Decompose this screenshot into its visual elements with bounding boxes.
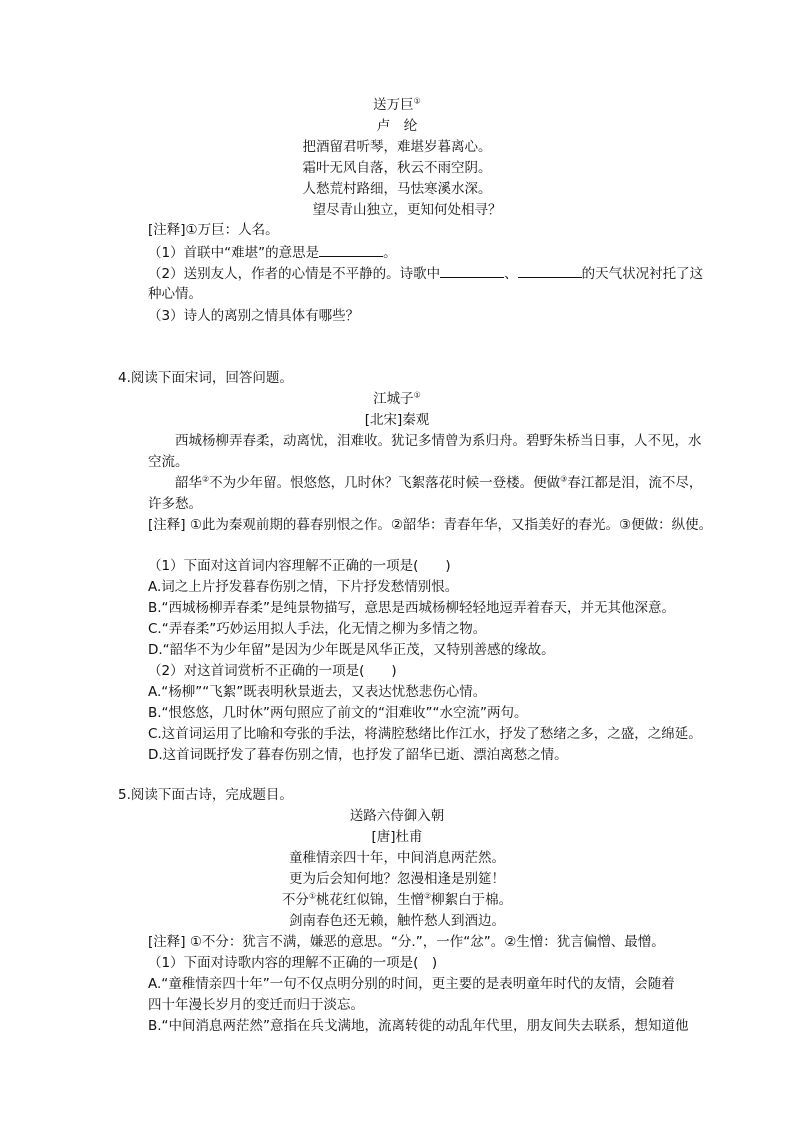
poem1-line: 人愁荒村路细，马怯寒溪水深。 (302, 181, 492, 197)
answer-blank[interactable] (440, 263, 504, 278)
q5-poem-line: 童稚情亲四十年，中间消息两茫然。 (289, 850, 505, 866)
q4-q1-option-b[interactable]: B.“西城杨柳弄春柔”是纯景物描写，意思是西城杨柳轻轻地逗弄着春天，并无其他深意。 (148, 600, 676, 616)
poem1-line: 霜叶无风自落，秋云不雨空阴。 (302, 160, 492, 176)
q4-title: 江城子① (373, 390, 421, 407)
q4-note: [注释] ①此为秦观前期的暮春别恨之作。②韶华：青春年华，又指美好的春光。③便做：纵使。 (148, 517, 713, 533)
poem1-note: [注释]①万巨：人名。 (148, 222, 279, 238)
q4-verse-line: 韶华②不为少年留。恨悠悠，几时休？飞絮落花时候一登楼。便做③春江都是泪，流不尽， (175, 474, 703, 491)
q4-author: [北宋]秦观 (364, 412, 430, 428)
poem1-question-2: （2）送别友人，作者的心情是不平静的。诗歌中 、 的天气状况衬托了这 (148, 263, 703, 284)
q5-title: 送路六侍御入朝 (349, 808, 445, 824)
q4-verse-line: 许多愁。 (148, 496, 202, 512)
q4-q2-option-c[interactable]: C.这首词运用了比喻和夸张的手法，将满腔愁绪比作江水，抒发了愁绪之多，之盛，之绵延。 (148, 726, 702, 742)
answer-blank[interactable] (518, 263, 582, 278)
poem1-question-1: （1）首联中“难堪”的意思是 。 (148, 242, 397, 263)
q5-intro: 5.阅读下面古诗，完成题目。 (118, 787, 293, 803)
q4-verse-line: 西城杨柳弄春柔，动离忧，泪难收。犹记多情曾为系归舟。碧野朱桥当日事，人不见，水 (175, 433, 702, 449)
q4-intro: 4.阅读下面宋词，回答问题。 (118, 370, 293, 386)
q5-q1-option-a-cont: 四十年漫长岁月的变迁而归于淡忘。 (148, 997, 364, 1013)
q5-note: [注释] ①不分：犹言不满，嫌恶的意思。“分.”，一作“忿”。②生憎：犹言偏憎、最憎。 (148, 934, 665, 950)
q5-poem-line: 更为后会知何地？忽漫相逢是别筵！ (289, 871, 505, 887)
poem1-author: 卢 纶 (376, 118, 418, 134)
q4-verse-line: 空流。 (148, 454, 189, 470)
answer-blank[interactable] (319, 242, 383, 257)
q5-question-1: （1）下面对诗歌内容的理解不正确的一项是( ) (148, 955, 438, 971)
q4-q1-option-d[interactable]: D.“韶华不为少年留”是因为少年既是风华正茂，又特别善感的缘故。 (148, 642, 555, 658)
q5-poem-line: 不分①桃花红似锦，生憎②柳絮白于棉。 (281, 891, 513, 908)
q5-q1-option-b[interactable]: B.“中间消息两茫然”意指在兵戈满地，流离转徙的动乱年代里，朋友间失去联系，想知道他 (148, 1018, 689, 1034)
q4-q2-option-d[interactable]: D.这首词既抒发了暮春伤别之情，也抒发了韶华已逝、漂泊离愁之情。 (148, 747, 568, 763)
q4-q1-option-a[interactable]: A.词之上片抒发暮春伤别之情，下片抒发愁情别恨。 (148, 579, 459, 595)
q4-q2-option-a[interactable]: A.“杨柳”“飞絮”既表明秋景逝去，又表达忧愁悲伤心情。 (148, 684, 487, 700)
poem1-title: 送万巨① (373, 96, 421, 113)
poem1-line: 望尽青山独立，更知何处相寻？ (312, 202, 502, 218)
q4-q1-option-c[interactable]: C.“弄春柔”巧妙运用拟人手法，化无情之柳为多情之物。 (148, 621, 487, 637)
q5-author: [唐]杜甫 (371, 829, 423, 845)
q4-q2-option-b[interactable]: B.“恨悠悠，几时休”两句照应了前文的“泪难收”“水空流”两句。 (148, 705, 528, 721)
poem1-question-2-cont: 种心情。 (148, 286, 202, 302)
poem1-line: 把酒留君听琴，难堪岁暮离心。 (302, 139, 492, 155)
q5-poem-line: 剑南春色还无赖，触忤愁人到酒边。 (289, 913, 505, 929)
q4-question-1: （1）下面对这首词内容理解不正确的一项是( ) (148, 558, 451, 574)
poem1-question-3: （3）诗人的离别之情具体有哪些？ (148, 308, 360, 324)
q4-question-2: （2）对这首词赏析不正确的一项是( ) (148, 663, 397, 679)
q5-q1-option-a[interactable]: A.“童稚情亲四十年”一句不仅点明分别的时间，更主要的是表明童年时代的友情，会随着 (148, 976, 675, 992)
